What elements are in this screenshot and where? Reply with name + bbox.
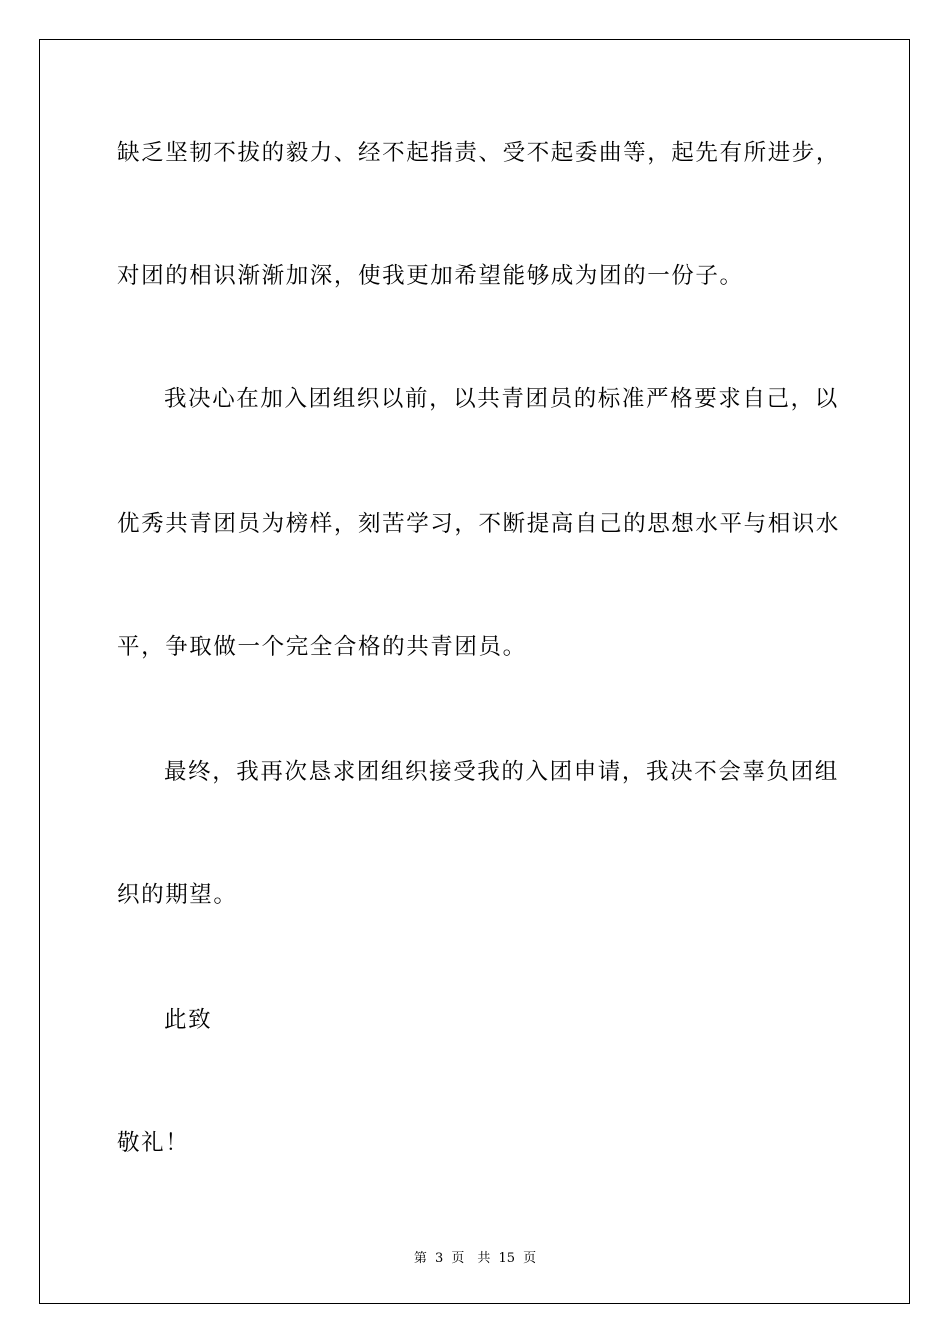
salutation-regards: 敬礼！ <box>117 1130 190 1156</box>
text-line-3: 我决心在加入团组织以前，以共青团员的标准严格要求自己，以 <box>164 386 839 412</box>
text-line-5: 平，争取做一个完全合格的共青团员。 <box>117 634 527 660</box>
salutation-closing: 此致 <box>164 1007 213 1033</box>
page-frame <box>39 39 910 1304</box>
text-line-1: 缺乏坚韧不拔的毅力、经不起指责、受不起委曲等，起先有所进步， <box>117 140 841 166</box>
text-line-6: 最终，我再次恳求团组织接受我的入团申请，我决不会辜负团组 <box>164 759 839 785</box>
page-number-footer: 第 3 页 共 15 页 <box>413 1251 537 1266</box>
text-line-4: 优秀共青团员为榜样，刻苦学习，不断提高自己的思想水平与相识水 <box>117 511 841 537</box>
text-line-7: 织的期望。 <box>117 882 238 908</box>
text-line-2: 对团的相识渐渐加深，使我更加希望能够成为团的一份子。 <box>117 263 744 289</box>
